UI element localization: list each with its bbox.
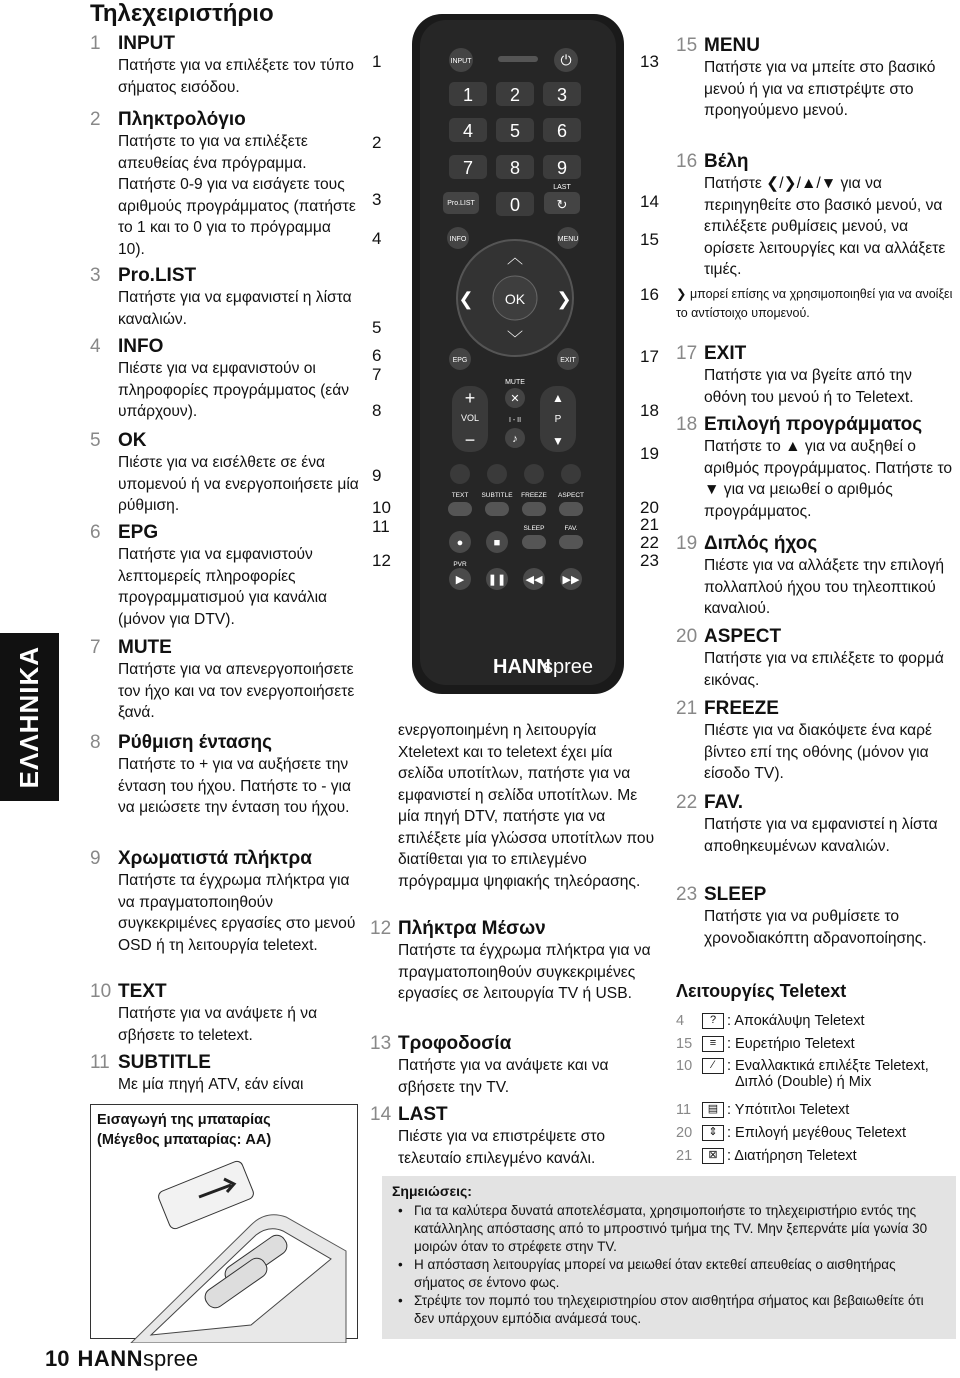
teletext-row [676,1125,906,1141]
subtitle-button[interactable] [485,502,509,516]
instruction-item [90,522,362,630]
item-title: LAST [398,1104,448,1125]
item-body: Πατήστε το για να επιλέξετε απευθείας ένα πρόγραμμα. Πατήστε 0-9 για να εισάγετε τους αριθμούς προγράμματος (πατήστε το 1 και το 0 για το πρόγραμμα 10). [118,133,356,258]
callout-number: 16 [640,285,659,304]
svg-text:▲: ▲ [552,391,564,405]
item-number: 23 [676,884,698,905]
item-body: Πατήστε για να επιλέξετε τον τύπο σήματος εισόδου. [118,57,354,96]
teletext-key-number: 15 [676,1036,693,1052]
teletext-row [676,1102,849,1118]
battery-illustration [91,1155,357,1343]
item-title: Βέλη [704,151,749,172]
item-number: 9 [90,848,101,869]
item-body: Πατήστε για να βγείτε από την οθόνη του μενού ή το Teletext. [704,367,914,406]
callout-number: 9 [372,466,382,485]
teletext-row [676,1013,864,1029]
svg-text:INFO: INFO [449,236,467,243]
callout-number: 17 [640,347,659,366]
item-note: ❯ μπορεί επίσης να χρησιμοποιηθεί για να ανοίξει το αντίστοιχο υπομενού. [676,286,953,320]
item-number: 13 [370,1033,392,1054]
fast-forward-icon: ▶▶ [562,574,580,586]
item-body: Πατήστε για να εμφανιστεί η λίστα αποθηκευμένων καναλιών. [704,816,938,855]
item-number: 4 [90,336,101,357]
instruction-item [90,265,362,330]
svg-text:MUTE: MUTE [505,379,525,386]
item-number: 18 [676,414,698,435]
teletext-key-number: 10 [676,1058,693,1074]
callout-number: 7 [372,365,382,384]
item-body: Πατήστε για να μπείτε στο βασικό μενού ή για να επιστρέψτε στο προηγούμενο μενού. [704,59,936,119]
digit-label: 9 [556,158,568,178]
item-title: EPG [118,522,159,543]
arrow-up-icon: ︿ [506,250,524,267]
item-title: Πληκτρολόγιο [118,109,246,130]
item-title: INFO [118,336,164,357]
color-key-red[interactable] [450,464,470,484]
digit-label: 0 [509,195,521,215]
svg-text:ASPECT: ASPECT [557,492,585,499]
svg-text:LAST: LAST [553,184,571,191]
svg-text:EXIT: EXIT [560,357,576,364]
item-title: OK [118,430,147,451]
callout-number: 19 [640,444,659,463]
notes-heading: Σημειώσεις: [392,1183,472,1199]
instruction-item [90,1052,362,1096]
svg-text:−: − [464,430,476,450]
aspect-button[interactable] [559,502,583,516]
callout-number: 8 [372,401,382,420]
callout-number: 2 [372,133,382,152]
music-note-icon: ♪ [512,433,518,445]
teletext-row [676,1148,857,1164]
item-number: 17 [676,343,698,364]
digit-label: 6 [556,121,568,141]
language-tab-label: ΕΛΛΗΝΙΚΑ [14,645,44,789]
instruction-item [90,848,362,956]
item-title: ASPECT [704,626,782,647]
instruction-item [90,732,362,819]
callout-number: 5 [372,318,382,337]
instruction-item [676,792,958,857]
note-item: • Για τα καλύτερα δυνατά αποτελέσματα, χρησιμοποιήστε το τηλεχειριστήριο εντός της κατάλληλης απόστασης από το μπροστινό τμήμα της TV. Μην ξεπερνάτε μία γωνία 30 μοιρών όταν το στρέφετε στην TV. [392,1202,946,1256]
item-body: Πατήστε για να ρυθμίσετε το χρονοδιακόπτη αδρανοποίησης. [704,908,927,947]
item-body: Πατήστε για να ανάψετε και να σβήσετε την TV. [398,1057,609,1096]
text-button[interactable] [448,502,472,516]
callout-number: 10 [372,498,391,517]
pause-icon: ❚❚ [487,574,507,586]
page-footer [45,1346,198,1372]
teletext-key-number: 11 [676,1102,692,1118]
battery-title [91,1105,357,1155]
item-number: 12 [370,918,392,939]
note-item: • Στρέψτε τον πομπό του τηλεχειριστηρίου στον αισθητήρα σήματος και βεβαιωθείτε ότι δεν υπάρχουν εμπόδια ανάμεσά τους. [392,1292,946,1328]
item-title: TEXT [118,981,167,1002]
item-body: Πατήστε για να απενεργοποιήσετε τον ήχο και να τον ενεργοποιήσετε ξανά. [118,661,355,721]
sleep-button[interactable] [522,535,546,549]
return-icon: ↻ [556,197,568,212]
instruction-item [676,884,958,949]
item-body: Πατήστε το + για να αυξήσετε την ένταση του ήχου. Πατήστε το - για να μειώσετε την ένταση του ήχου. [118,756,352,816]
digit-label: 2 [509,85,521,105]
instruction-item [676,414,958,522]
item-body: Πατήστε τα έγχρωμα πλήκτρα για να πραγματοποιηθούν συγκεκριμένες εργασίες στο μενού OSD ή τη λειτουργία teletext. [118,872,356,954]
arrow-left-icon: ❮ [458,289,474,309]
item-body: Πατήστε για να εμφανιστεί η λίστα καναλιών. [118,289,352,328]
teletext-function: : Εναλλακτικά επιλέξτε Teletext, Διπλό (Double) ή Mix [727,1058,929,1090]
teletext-key-icon: ? [702,1013,724,1029]
footer-brand: HANNspree [77,1346,199,1371]
item-title: Πλήκτρα Μέσων [398,918,546,939]
item-number: 1 [90,33,101,54]
instruction-item [90,33,362,98]
teletext-key-icon: ≡ [702,1036,724,1052]
page-title: Τηλεχειριστήριο [90,0,274,27]
digit-label: 3 [556,85,568,105]
instruction-item [90,109,362,260]
callout-number: 23 [640,551,659,570]
instruction-item [370,918,660,1005]
note-item: • Η απόσταση λειτουργίας μπορεί να μειωθεί όταν εκτεθεί απευθείας ο αισθητήρας σήματος σε έντονο φως. [392,1256,946,1292]
battery-instructions [90,1104,358,1339]
arrow-right-icon: ❯ [556,289,572,309]
battery-title-line2: (Μέγεθος μπαταρίας: AA) [97,1132,272,1148]
item-number: 8 [90,732,101,753]
battery-title-line1: Εισαγωγή της μπαταρίας [97,1112,271,1128]
teletext-function: : Επιλογή μεγέθους Teletext [727,1125,906,1141]
mute-icon: ✕ [510,393,520,405]
item-body: Πατήστε τα έγχρωμα πλήκτρα για να πραγματοποιηθούν συγκεκριμένες εργασίες σε λειτουργία TV ή USB. [398,942,651,1002]
item-title: FAV. [704,792,744,813]
item-number: 10 [90,981,112,1002]
item-number: 2 [90,109,101,130]
item-title: Pro.LIST [118,265,197,286]
teletext-key-icon: ▤ [702,1102,724,1118]
item-body: Πιέστε για να εισέλθετε σε ένα υπομενού ή να ενεργοποιήσετε μία ρύθμιση. [118,454,359,514]
instruction-item [90,430,362,517]
svg-text:▼: ▼ [552,434,564,448]
svg-text:PVR: PVR [453,561,467,568]
item-number: 19 [676,533,698,554]
instruction-item [676,35,958,122]
instruction-item [370,1104,660,1169]
callout-number: 12 [372,551,391,570]
callout-number: 1 [372,52,382,71]
item-body: Με μία πηγή ATV, εάν είναι [118,1076,304,1093]
item-number: 14 [370,1104,392,1125]
record-icon: ● [456,537,464,549]
item-number: 16 [676,151,698,172]
svg-text:Pro.LIST: Pro.LIST [447,200,475,207]
instruction-item [90,981,362,1046]
item-title: Τροφοδοσία [398,1033,512,1054]
svg-text:OK: OK [504,291,526,307]
item-number: 5 [90,430,101,451]
instruction-item [676,533,958,620]
svg-text:EPG: EPG [452,357,468,364]
item-body: Πατήστε για να εμφανιστούν λεπτομερείς πληροφορίες προγραμματισμού για κανάλια (μόνον για DTV). [118,546,328,628]
callout-number: 3 [372,190,382,209]
teletext-heading: Λειτουργίες Teletext [676,981,847,1001]
item-number: 21 [676,698,698,719]
svg-text:VOL: VOL [460,413,480,423]
callout-number: 6 [372,346,382,365]
instruction-item [370,1033,660,1098]
color-key-yellow[interactable] [524,464,544,484]
item-number: 3 [90,265,101,286]
digit-label: 7 [462,158,474,178]
callout-number: 14 [640,192,659,211]
item-body: Πιέστε για να αλλάξετε την επιλογή πολλαπλού ήχου του τηλεοπτικού καναλιού. [704,557,945,617]
item-title: FREEZE [704,698,779,719]
callout-number: 18 [640,401,659,420]
color-key-green[interactable] [487,464,507,484]
svg-text:P: P [554,414,562,425]
teletext-function: : Διατήρηση Teletext [727,1148,857,1164]
teletext-key-number: 4 [676,1013,685,1029]
play-icon: ▶ [455,574,465,586]
rewind-icon: ◀◀ [525,574,543,586]
digit-label: 8 [509,158,521,178]
power-icon: ⏻ [560,52,572,68]
digit-label: 5 [509,121,521,141]
color-key-blue[interactable] [561,464,581,484]
svg-text:MENU: MENU [557,236,579,243]
item-title: EXIT [704,343,747,364]
page-number: 10 [45,1346,70,1371]
teletext-row [676,1036,855,1052]
item-number: 22 [676,792,698,813]
subtitle-continued: ενεργοποιημένη η λειτουργία Xteletext και το teletext έχει μία σελίδα υποτίτλων, πατήστε για να εμφανιστεί η σελίδα υποτίτλων. Με μία πηγή DTV, πατήστε για να επιλέξετε μία γλώσσα υποτίτλων που διατίθεται για το επιλεγμένο πρόγραμμα ψηφιακής τηλεόρασης. [398,722,655,890]
remote-brand-bold: HANN [493,656,551,678]
item-number: 7 [90,637,101,658]
language-tab [0,633,59,801]
svg-text:INPUT: INPUT [450,58,472,65]
item-title: Χρωματιστά πλήκτρα [118,848,312,869]
notes-box [382,1176,956,1339]
item-body: Πατήστε το ▲ για να αυξηθεί ο αριθμός προγράμματος. Πατήστε το ▼ για να μειωθεί ο αριθμός προγράμματος. [704,438,953,520]
item-number: 11 [90,1052,110,1073]
item-body: Πατήστε για να ανάψετε ή να σβήσετε το teletext. [118,1005,318,1044]
teletext-key-number: 20 [676,1125,693,1141]
stop-icon: ■ [493,537,501,549]
instruction-item [90,336,362,423]
digit-label: 4 [462,121,474,141]
item-title: SLEEP [704,884,767,905]
item-title: SUBTITLE [118,1052,211,1073]
callout-number: 4 [372,229,382,248]
svg-text:TEXT: TEXT [451,492,469,499]
item-number: 20 [676,626,698,647]
item-number: 15 [676,35,698,56]
freeze-button[interactable] [522,502,546,516]
remote-brand-light: spree [543,656,594,678]
teletext-row [676,1058,929,1090]
item-title: MUTE [118,637,172,658]
instruction-item [90,637,362,724]
svg-text:SLEEP: SLEEP [523,525,545,532]
fav-button[interactable] [559,535,583,549]
callout-number: 22 [640,533,659,552]
remote-control-illustration [398,14,638,694]
item-title: Διπλός ήχος [704,533,818,554]
teletext-key-icon: ⊠ [702,1148,724,1164]
instruction-item [676,343,958,408]
item-number: 6 [90,522,101,543]
instruction-item [676,151,958,323]
arrow-down-icon: ﹀ [506,331,524,348]
callout-number: 11 [372,517,390,536]
svg-text:+: + [464,388,476,408]
teletext-function: : Ευρετήριο Teletext [727,1036,855,1052]
teletext-function: : Υπότιτλοι Teletext [727,1102,850,1118]
item-body: Πιέστε για να επιστρέψετε στο τελευταίο επιλεγμένο κανάλι. [398,1128,606,1167]
item-body: Πιέστε για να εμφανιστούν οι πληροφορίες προγράμματος (εάν υπάρχουν). [118,360,350,420]
callout-number: 15 [640,230,659,249]
item-title: MENU [704,35,760,56]
item-body: Πατήστε για να επιλέξετε το φορμά εικόνας. [704,650,944,689]
instruction-item [676,698,958,785]
svg-text:FAV.: FAV. [564,525,578,532]
svg-text:I - II: I - II [508,417,522,424]
callout-number: 21 [640,515,659,534]
item-title: INPUT [118,33,175,54]
teletext-key-icon: ⁄ [702,1058,724,1074]
teletext-key-number: 21 [676,1148,693,1164]
item-title: Ρύθμιση έντασης [118,732,273,753]
svg-text:SUBTITLE: SUBTITLE [481,492,513,499]
item-body: Πατήστε ❮/❯/▲/▼ για να περιηγηθείτε στο βασικό μενού, να επιλέξετε ρυθμίσεις μενού, να ορίσετε λειτουργίες και να αλλάξετε τιμές. [704,175,946,278]
digit-label: 1 [462,85,474,105]
teletext-key-icon: ⇕ [702,1125,724,1141]
item-body: Πιέστε για να διακόψετε ένα καρέ βίντεο επί της οθόνης (μόνον για είσοδο TV). [704,722,932,782]
callout-number: 20 [640,498,659,517]
item-title: Επιλογή προγράμματος [704,414,923,435]
teletext-function: : Αποκάλυψη Teletext [727,1013,865,1029]
svg-text:FREEZE: FREEZE [521,492,547,499]
instruction-item [676,626,958,691]
callout-number: 13 [640,52,659,71]
notes-list [392,1202,946,1328]
